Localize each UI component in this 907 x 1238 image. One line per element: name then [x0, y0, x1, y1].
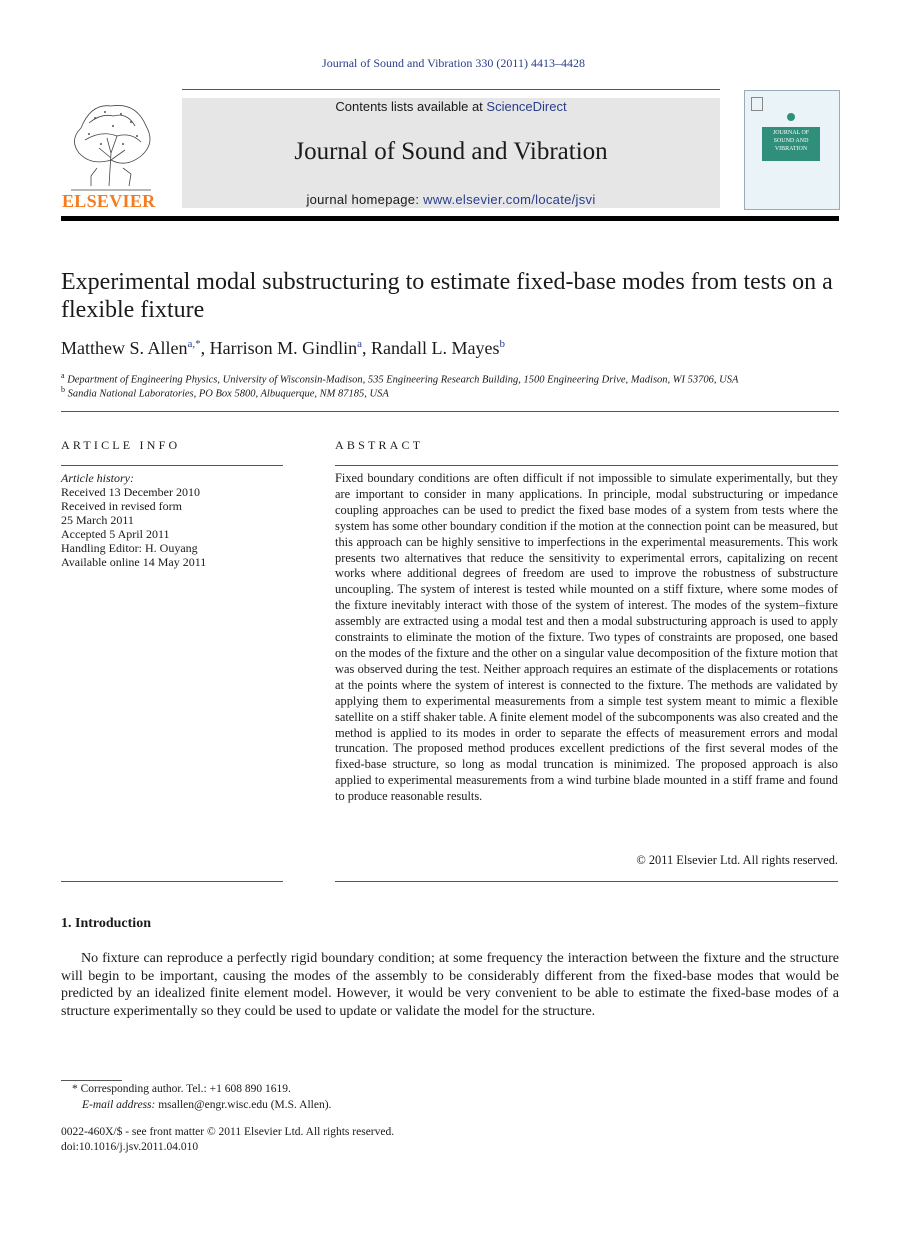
affiliation-marker: b	[61, 385, 65, 394]
homepage-prefix: journal homepage:	[306, 192, 424, 207]
affiliation-text: Sandia National Laboratories, PO Box 5800, Albuquerque, NM 87185, USA	[67, 388, 389, 400]
author-separator: ,	[362, 338, 372, 358]
history-item: 25 March 2011	[61, 513, 134, 527]
article-history	[61, 471, 283, 569]
history-item: Available online 14 May 2011	[61, 555, 207, 569]
email-label: E-mail address:	[82, 1099, 159, 1111]
title-block-rule	[61, 411, 839, 412]
contents-line	[182, 99, 720, 114]
journal-name: Journal of Sound and Vibration	[294, 138, 608, 165]
author-name[interactable]: Harrison M. Gindlin	[209, 338, 358, 358]
author-list	[61, 338, 839, 359]
affiliation	[61, 371, 861, 386]
author-name[interactable]: Randall L. Mayes	[371, 338, 500, 358]
abstract-copyright: © 2011 Elsevier Ltd. All rights reserved.	[636, 853, 838, 867]
history-item: Received in revised form	[61, 499, 182, 513]
sciencedirect-link[interactable]: ScienceDirect	[486, 99, 567, 114]
author-affiliation-marker[interactable]: b	[499, 338, 506, 350]
journal-cover-thumbnail[interactable]	[744, 90, 840, 210]
history-label: Article history:	[61, 471, 134, 485]
abstract-rule	[335, 465, 838, 466]
homepage-link[interactable]: www.elsevier.com/locate/jsvi	[423, 192, 596, 207]
article-info-heading: ARTICLE INFO	[61, 438, 181, 452]
homepage-line	[182, 192, 720, 207]
journal-citation[interactable]: Journal of Sound and Vibration 330 (2011) 4413–4428	[322, 56, 585, 70]
abstract-heading: ABSTRACT	[335, 438, 424, 452]
author-affiliation-marker[interactable]: a,*	[187, 338, 201, 350]
email-address[interactable]: msallen@engr.wisc.edu (M.S. Allen).	[158, 1099, 332, 1111]
introduction-heading: 1. Introduction	[61, 916, 151, 931]
author-affiliation-marker[interactable]: a	[357, 338, 363, 350]
footnote-rule	[61, 1080, 122, 1081]
affiliation-text: Department of Engineering Physics, University of Wisconsin-Madison, 535 Engineering Research Building, 1500 Engineering Drive, Madison, WI 53706, USA	[67, 374, 739, 386]
issn-line: 0022-460X/$ - see front matter © 2011 Elsevier Ltd. All rights reserved.	[61, 1126, 395, 1138]
publisher-wordmark: ELSEVIER	[62, 191, 156, 211]
article-info-bottom-rule	[61, 881, 283, 882]
affiliation	[61, 385, 861, 400]
corresponding-author-footnote: * Corresponding author. Tel.: +1 608 890 1619.	[72, 1083, 291, 1095]
article-title: Experimental modal substructuring to estimate fixed-base modes from tests on a flexible fixture	[61, 269, 833, 323]
email-footnote	[82, 1099, 331, 1111]
author-name[interactable]: Matthew S. Allen	[61, 338, 188, 358]
cover-publisher-mark	[751, 97, 763, 111]
abstract-bottom-rule	[335, 881, 838, 882]
history-item: Handling Editor: H. Ouyang	[61, 541, 198, 555]
header-thick-rule	[61, 216, 839, 221]
author-separator: ,	[200, 338, 210, 358]
contents-prefix: Contents lists available at	[335, 99, 487, 114]
header-top-rule	[182, 89, 720, 90]
article-info-rule	[61, 465, 283, 466]
history-item: Accepted 5 April 2011	[61, 527, 170, 541]
cover-emblem-icon	[787, 113, 795, 121]
doi-line[interactable]: doi:10.1016/j.jsv.2011.04.010	[61, 1141, 199, 1153]
abstract-text: Fixed boundary conditions are often difficult if not impossible to simulate experimentally, but they are important to consider in many applications. In principle, modal substructuring or impedance coupling approaches can be used to predict the fixed base modes of a system from tests where the system has some other boundary condition if the motion at the connection point can be measured, but this approach can be highly sensitive to imperfections in the experimental measurements. This work presents two alternatives that reduce the sensitivity to experimental errors, capitalizing on recent works where additional degrees of freedom are used to improve the robustness of substructure uncoupling. The system of interest is tested while mounted on a stiff fixture, where some modes of the fixture inevitably interact with those of the system of interest. The modes of the system–fixture assembly are extracted using a modal test and then a modal substructuring approach is used to apply constraints to eliminate the motion of the fixture. Two types of constraints are proposed, one based on the modes of the fixture and the other on a singular value decomposition of the fixture motion that was observed during the test. Neither approach requires an estimate of the displacements or rotations at the points where the system of interest is connected to the fixture. The methods are validated by applying them to experimental measurements from a simple test system meant to mimic a flexible satellite on a stiff shaker table. A finite element model of the subcomponents was also created and the method is applied to its modes in order to separate the effects of measurement errors and modal truncation. The proposed method produces excellent predictions of the first several modes of the fixed-base structure, so long as modal truncation is minimized. The proposed approach is also applied to experimental measurements from a wind turbine blade mounted in a stiff frame and found to produce reasonable results.	[335, 471, 838, 804]
introduction-paragraph: No fixture can reproduce a perfectly rigid boundary condition; at some frequency the interaction between the fixture and the structure will begin to be important, causing the modes of the assembly to be considerably different from the fixed-base modes that would be predicted by an idealized finite element model. However, it would be very convenient to be able to estimate the fixed-base modes of a structure experimentally so they could be used to update or validate the model for the structure.	[61, 951, 839, 1019]
history-item: Received 13 December 2010	[61, 485, 200, 499]
cover-title: JOURNAL OF SOUND AND VIBRATION	[762, 127, 820, 161]
affiliation-marker: a	[61, 371, 65, 380]
